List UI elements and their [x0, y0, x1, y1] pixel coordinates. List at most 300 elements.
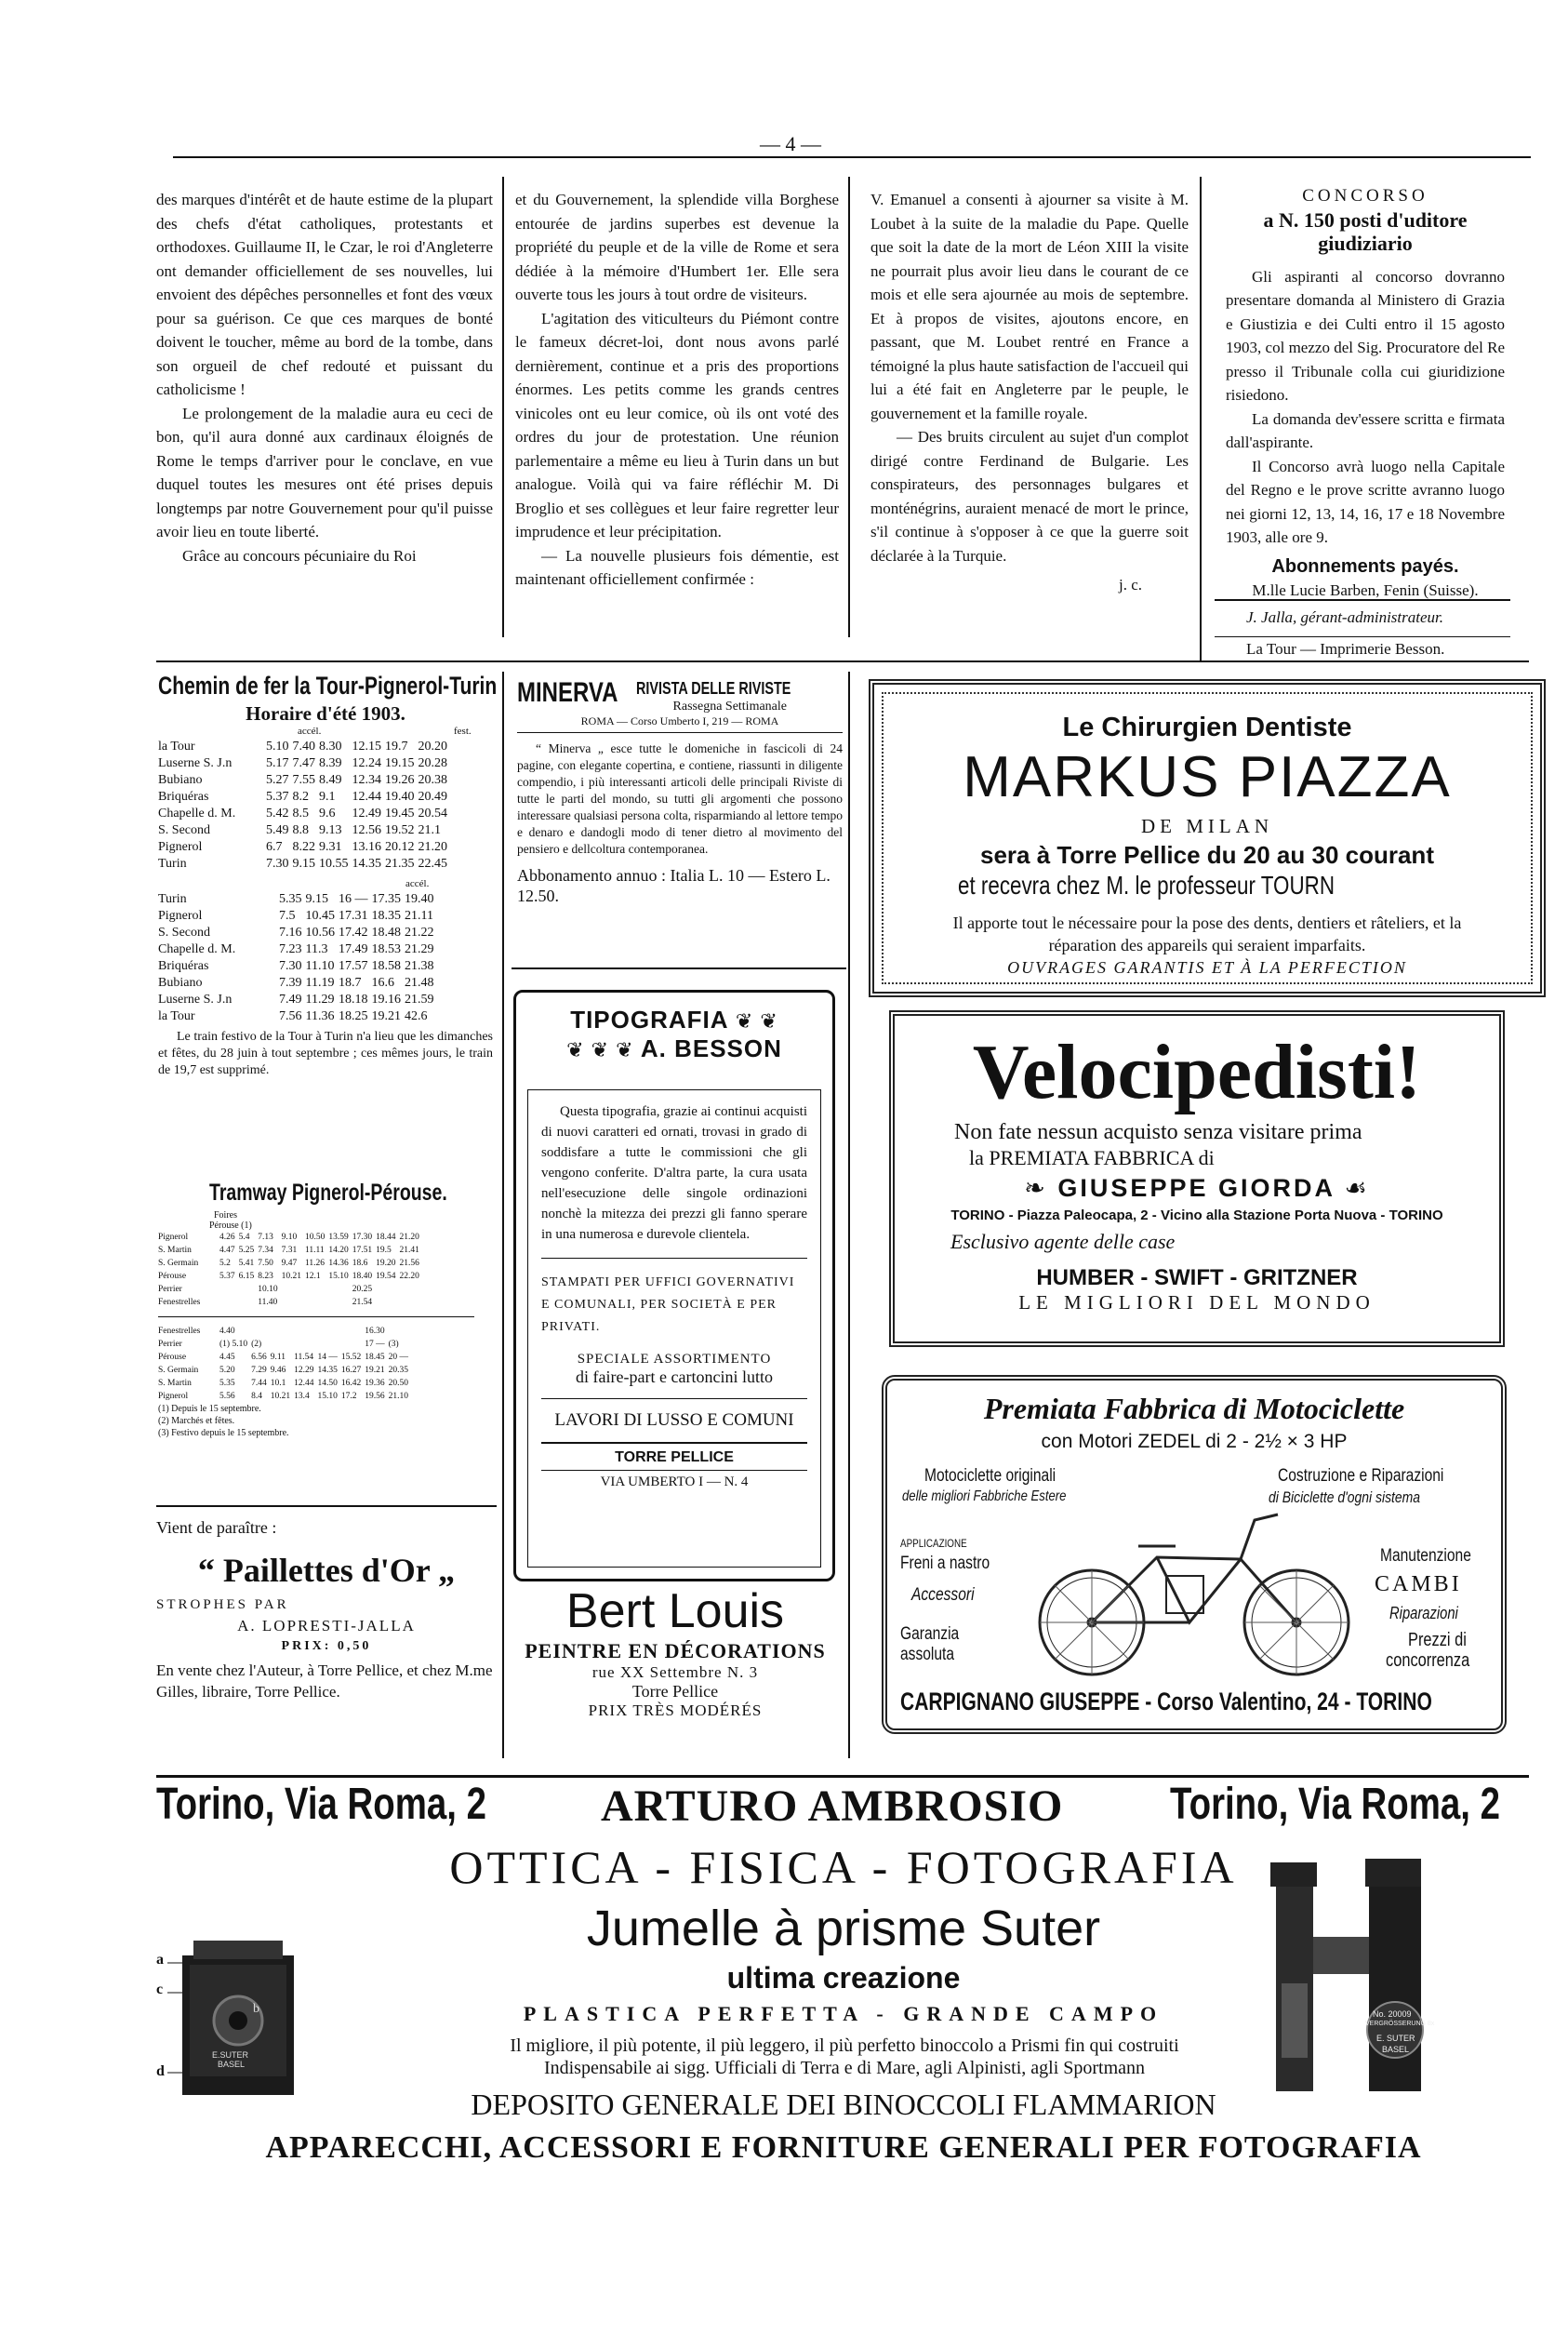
departure-time: [400, 1296, 423, 1309]
departure-time: 18.53: [371, 942, 401, 956]
station-name: Chapelle d. M.: [158, 942, 236, 956]
departure-time: 19.16: [371, 993, 401, 1007]
abonnements-title: Abonnements payés.: [1271, 555, 1459, 577]
departure-time: 4.40: [219, 1327, 235, 1336]
departure-time: [239, 1296, 259, 1309]
departure-time: 17.2: [340, 1392, 357, 1401]
departure-time: 11.54: [294, 1353, 314, 1362]
departure-time: 5.2: [219, 1259, 231, 1268]
departure-time: 8.23: [258, 1272, 273, 1281]
bert-city: Torre Pellice: [631, 1682, 719, 1701]
paillettes-by: STROPHES PAR: [156, 1597, 289, 1612]
velo-best: LE MIGLIORI DEL MONDO: [1018, 1291, 1375, 1314]
departure-time: 18.44: [376, 1233, 396, 1242]
station-name: Fenestrelles: [158, 1298, 201, 1307]
departure-time: 8.39: [319, 756, 342, 770]
departure-time: [328, 1296, 352, 1309]
departure-time: 20.25: [352, 1285, 373, 1294]
tipografia-rule-1: [541, 1258, 807, 1259]
station-name: Briquéras: [158, 790, 209, 804]
departure-time: 11.36: [305, 1009, 335, 1023]
departure-time: 14.50: [317, 1379, 338, 1388]
bert-street: rue XX Settembre N. 3: [591, 1663, 759, 1681]
departure-time: 20.35: [388, 1366, 408, 1375]
col1-paragraph-2: Le prolongement de la maladie aura eu ceci de bon, qu'il aura donné aux cardinaux éloignés de Rome le temps d'arriver pour le conclave, en vue duquel toutes les mesures ont été prises depuis longtemps par notre Gouvernement pour qu'il puisse avoir lieu en toute liberté.: [156, 404, 493, 540]
departure-time: 20.54: [418, 807, 447, 821]
departure-time: 19.52: [385, 823, 415, 837]
fleuron-icon: ☙: [1334, 1174, 1370, 1202]
departure-time: 19.21: [365, 1366, 385, 1375]
departure-time: 14.36: [328, 1259, 349, 1268]
ambrosio-rule: [156, 1775, 1529, 1778]
bert-louis-ad: [510, 1583, 841, 1720]
ambrosio-line-4: ultima creazione: [726, 1961, 961, 1995]
ambrosio-ad: [156, 1779, 1531, 2179]
departure-time: 7.39: [279, 976, 302, 990]
column-divider-3: [1200, 177, 1202, 660]
station-name: Chapelle d. M.: [158, 807, 236, 821]
departure-time: [412, 1338, 416, 1351]
station-name: Pignerol: [158, 1392, 189, 1401]
minerva-title-right: RIVISTA DELLE RIVISTE: [636, 679, 791, 698]
binocular-label-3: E. SUTER: [1376, 2034, 1415, 2043]
departure-time: 13.16: [352, 840, 381, 854]
departure-time: 11.11: [305, 1246, 325, 1255]
timetable-row: [158, 1008, 438, 1025]
departure-time: 15.10: [328, 1272, 349, 1281]
departure-time: 10.56: [305, 926, 335, 940]
tipografia-body: Questa tipografia, grazie ai continui acquisti di nuovi caratteri ed ornati, trovasi in grado di soddisfare a tutte le commissioni che gli vengono conferite. D'altra parte, la cura usata nell'esecuzione delle singole ordinazioni nonchè la mitezza dei prezzi gli fanno sperare in una numerosa e durevole clientela.: [541, 1104, 807, 1242]
departure-time: 42.6: [405, 1009, 428, 1023]
departure-time: [271, 1338, 294, 1351]
departure-time: 8.5: [292, 807, 309, 821]
departure-time: 18.35: [371, 909, 401, 923]
departure-time: 20.20: [418, 740, 447, 754]
velo-line-1: Non fate nessun acquisto senza visitare prima: [954, 1120, 1362, 1144]
paillettes-ad: [156, 1518, 497, 1702]
station-name: Perrier: [158, 1285, 182, 1294]
paillettes-title: “ Paillettes d'Or „: [197, 1552, 456, 1589]
departure-time: 5.35: [279, 892, 302, 906]
departure-time: 7.30: [266, 857, 289, 871]
gerant-rule-top: [1215, 599, 1510, 601]
departure-time: [282, 1296, 305, 1309]
departure-time: 5.10: [266, 740, 289, 754]
motorcycle-illustration: [1027, 1501, 1362, 1678]
departure-time: 19.21: [371, 1009, 401, 1023]
timetable-row: [158, 1257, 423, 1270]
departure-time: 19.45: [385, 807, 415, 821]
column-divider-mid-left: [502, 672, 504, 1758]
departure-time: 13.4: [294, 1392, 310, 1401]
timetable-row: [158, 1338, 416, 1351]
departure-time: 7.13: [258, 1233, 273, 1242]
tipografia-title-1: [516, 1006, 832, 1034]
departure-time: 11.3: [305, 942, 328, 956]
departure-time: 20.12: [385, 840, 415, 854]
departure-time: 10.21: [270, 1392, 291, 1401]
departure-time: 20.49: [418, 790, 447, 804]
departure-time: 5.37: [219, 1272, 235, 1281]
moto-prezzi-2: concorrenza: [1386, 1650, 1470, 1671]
timetable-row: [158, 1296, 423, 1309]
departure-time: 16.6: [371, 976, 394, 990]
camera-illustration: [156, 1928, 324, 2104]
tramway-footnote: (2) Marchés et fêtes.: [158, 1416, 235, 1426]
departure-time: [376, 1296, 399, 1309]
camera-brand-1: E.SUTER: [212, 2050, 249, 2060]
departure-time: 11.40: [258, 1298, 278, 1307]
col2-paragraph-1: et du Gouvernement, la splendide villa Borghese entourée de jardins superbes est devenue la propriété du peuple et de la ville de Rome et sera dédiée à la mémoire d'Humbert 1er. Elle sera ouverte tous les jours à tout ordre de visiteurs.: [515, 191, 839, 303]
timetable-row: [158, 789, 451, 806]
minerva-subtitle: Rassegna Settimanale: [672, 700, 787, 714]
gerant-rule-bottom: [1215, 636, 1510, 637]
railway-accel-label: accél.: [298, 726, 322, 737]
departure-time: 17.30: [352, 1233, 373, 1242]
station-name: Bubiano: [158, 976, 203, 990]
departure-time: 5.27: [266, 773, 289, 787]
gerant-line: J. Jalla, gérant-administrateur.: [1246, 608, 1444, 626]
departure-time: [271, 1325, 294, 1338]
velo-brands: HUMBER - SWIFT - GRITZNER: [1036, 1265, 1358, 1290]
departure-time: [389, 1325, 412, 1338]
departure-time: 21.20: [399, 1233, 419, 1242]
minerva-bottom-rule: [512, 967, 846, 969]
timetable-row: [158, 1231, 423, 1244]
departure-time: 5.35: [219, 1379, 235, 1388]
article-column-4: [1226, 184, 1505, 603]
departure-time: [328, 1283, 352, 1296]
dentist-body: Il apporte tout le nécessaire pour la pose des dents, dentiers et râteliers, et la réparation des appareils qui seraient imparfaits.: [952, 914, 1462, 954]
departure-time: 7.31: [281, 1246, 298, 1255]
departure-time: 18.48: [371, 926, 401, 940]
dentist-line-1: Le Chirurgien Dentiste: [1062, 713, 1352, 742]
departure-time: 7.23: [279, 942, 302, 956]
dentist-line-2: sera à Torre Pellice du 20 au 30 courant: [980, 841, 1434, 869]
concorso-subtitle: a N. 150 posti d'uditore giudiziario: [1263, 207, 1468, 255]
station-name: S. Martin: [158, 1246, 192, 1255]
binocular-label-1: No. 20009: [1373, 2009, 1412, 2019]
departure-time: 16.30: [365, 1327, 385, 1336]
tramway-footnote: (3) Festivo depuis le 15 septembre.: [158, 1428, 289, 1438]
departure-time: 17.31: [339, 909, 368, 923]
departure-time: 19.56: [365, 1392, 385, 1401]
departure-time: (3): [388, 1340, 399, 1349]
moto-footer: CARPIGNANO GIUSEPPE - Corso Valentino, 24 - TORINO: [900, 1688, 1432, 1715]
paillettes-price: PRIX: 0,50: [281, 1639, 372, 1653]
tramway-table-1: [158, 1231, 423, 1309]
departure-time: 8.49: [319, 773, 342, 787]
departure-time: 14 —: [317, 1353, 338, 1362]
col1-paragraph-1: des marques d'intérêt et de haute estime de la plupart des chefs d'état catholiques, protestants et orthodoxes. Guillaume II, le Czar, le roi d'Angleterre ont demander officiellement de ses nouvelles, lui envoient des dépêches personnelles et font des vœux pour sa guérison. Ce que ces marques de bonté doivent le toucher, même au bord de la tombe, dans son orgueil de chef redouté et puissant du catholicisme !: [156, 191, 493, 398]
camera-label-c: c: [156, 1981, 164, 1997]
dentist-ad: [869, 679, 1546, 997]
departure-time: 21.54: [352, 1298, 373, 1307]
tipografia-rule-4: [541, 1470, 807, 1471]
departure-time: [317, 1338, 340, 1351]
departure-time: 7.16: [279, 926, 302, 940]
velocipedisti-ad: [889, 1010, 1505, 1347]
railway-subtitle: Horaire d'été 1903.: [246, 702, 405, 725]
station-name: S. Germain: [158, 1259, 199, 1268]
departure-time: 12.44: [352, 790, 381, 804]
moto-engine: con Motori ZEDEL di 2 - 2½ × 3 HP: [1041, 1431, 1348, 1452]
velo-address: TORINO - Piazza Paleocapa, 2 - Vicino alla Stazione Porta Nuova - TORINO: [950, 1208, 1443, 1223]
camera-icon: [156, 1928, 324, 2104]
timetable-row: [158, 1351, 416, 1364]
departure-time: 12.1: [305, 1272, 321, 1281]
velo-name: [895, 1174, 1499, 1203]
departure-time: 19.40: [385, 790, 415, 804]
departure-time: 8.2: [292, 790, 309, 804]
departure-time: 19.26: [385, 773, 415, 787]
binocular-icon: [1254, 1853, 1440, 2104]
header-rule: [173, 156, 1531, 158]
timetable-row: [158, 772, 451, 789]
departure-time: [305, 1296, 328, 1309]
ambrosio-line-9: APPARECCHI, ACCESSORI E FORNITURE GENERALI PER FOTOGRAFIA: [265, 2130, 1422, 2165]
departure-time: [412, 1364, 416, 1377]
velo-line-2: la PREMIATA FABBRICA di: [969, 1146, 1215, 1169]
concorso-paragraph-3: Il Concorso avrà luogo nella Capitale del Regno e le prove scritte avranno luogo nei giorni 12, 13, 14, 16, 17 e 18 Novembre 1903, alle ore 9.: [1226, 457, 1505, 546]
departure-time: 7.5: [279, 909, 296, 923]
departure-time: 17.35: [371, 892, 401, 906]
station-name: S. Second: [158, 823, 210, 837]
departure-time: 21.22: [405, 926, 434, 940]
tramway-table-2: [158, 1325, 416, 1403]
page-number: — 4 —: [760, 132, 821, 155]
departure-time: 12.34: [352, 773, 381, 787]
departure-time: [400, 1283, 423, 1296]
column-divider-1: [502, 177, 504, 637]
railway-title: Chemin de fer la Tour-Pignerol-Turin: [158, 672, 498, 700]
station-name: S. Second: [158, 926, 210, 940]
timetable-row: [158, 755, 451, 772]
moto-title: Premiata Fabbrica di Motociclette: [983, 1392, 1405, 1425]
departure-time: 7.29: [251, 1366, 267, 1375]
departure-time: [251, 1325, 271, 1338]
departure-time: 10.1: [270, 1379, 286, 1388]
departure-time: 21.48: [405, 976, 434, 990]
ambrosio-address-left: Torino, Via Roma, 2: [156, 1780, 486, 1829]
departure-time: 4.26: [219, 1233, 235, 1242]
moto-cambi: CAMBI: [1375, 1572, 1462, 1596]
departure-time: 9.1: [319, 790, 336, 804]
departure-time: 9.31: [319, 840, 342, 854]
departure-time: 19.20: [376, 1259, 396, 1268]
tramway-timetable: [158, 1180, 493, 1439]
ambrosio-line-7: Indispensabile ai sigg. Ufficiali di Terra e di Mare, agli Alpinisti, agli Sportmann: [543, 2058, 1146, 2078]
moto-accessori: Accessori: [911, 1585, 975, 1605]
departure-time: 20 —: [388, 1353, 408, 1362]
departure-time: [317, 1325, 340, 1338]
departure-time: 15.10: [317, 1392, 338, 1401]
departure-time: 5.20: [219, 1366, 235, 1375]
departure-time: [294, 1338, 317, 1351]
moto-right-1: Costruzione e Riparazioni: [1278, 1466, 1444, 1486]
railway-table-1: [158, 739, 451, 873]
col3-signature: j. c.: [1118, 576, 1142, 594]
railway-accel-label-2: accél.: [405, 878, 430, 889]
departure-time: 12.49: [352, 807, 381, 821]
departure-time: 17 —: [365, 1340, 385, 1349]
departure-time: 9.15: [305, 892, 328, 906]
departure-time: [412, 1377, 416, 1390]
tipografia-inner: [527, 1089, 821, 1568]
departure-time: 12.24: [352, 756, 381, 770]
departure-time: 7.55: [292, 773, 315, 787]
departure-time: 18.18: [339, 993, 368, 1007]
departure-time: 19.15: [385, 756, 415, 770]
paillettes-sale: En vente chez l'Auteur, à Torre Pellice, et chez M.me Gilles, libraire, Torre Pellice.: [156, 1661, 493, 1701]
departure-time: 21.35: [385, 857, 415, 871]
departure-time: 17.42: [339, 926, 368, 940]
departure-time: 7.47: [292, 756, 315, 770]
col2-paragraph-2: L'agitation des viticulteurs du Piémont contre le fameux décret-loi, dont nous avons parlé dernièrement, continue et a pris des proportions énormes. Les petits comme les grands centres vinicoles ont eu leur comice, où ils ont voté des ordres du jour de protestation. Une réunion parlementaire a même eu lieu à Turin dans un but analogue. Voilà qui va faire réfléchir M. Di Broglio et ses collègues et leur faire regretter leur imprudence et leur précipitation.: [515, 309, 839, 540]
station-name: Luserne S. J.n: [158, 756, 233, 770]
minerva-rule: [517, 732, 843, 733]
departure-time: 5.4: [238, 1233, 250, 1242]
departure-time: 11.10: [305, 959, 335, 973]
departure-time: 11.26: [305, 1259, 326, 1268]
timetable-row: [158, 925, 438, 941]
departure-time: [282, 1283, 305, 1296]
railway-header: [158, 726, 493, 739]
station-name: S. Martin: [158, 1379, 192, 1388]
departure-time: 17.57: [339, 959, 368, 973]
timetable-row: [158, 958, 438, 975]
station-name: Turin: [158, 857, 187, 871]
departure-time: [219, 1296, 239, 1309]
departure-time: 14.35: [352, 857, 381, 871]
departure-time: [341, 1338, 365, 1351]
ambrosio-line-2: OTTICA - FISICA - FOTOGRAFIA: [449, 1841, 1238, 1893]
departure-time: 10.10: [258, 1285, 278, 1294]
departure-time: 13.59: [328, 1233, 349, 1242]
column-divider-mid-right: [848, 672, 850, 1758]
bert-trade: PEINTRE EN DÉCORATIONS: [525, 1639, 826, 1662]
bert-prix: PRIX TRÈS MODÉRÉS: [588, 1701, 763, 1719]
col3-paragraph-1: V. Emanuel a consenti à ajourner sa visite à M. Loubet à la suite de la maladie du Pape. Quelle que soit la date de la mort de Léon XIII la visite ne pourrait plus avoir lieu dans le courant de ce mois et elle sera ajournée au mois de septembre. Et à propos de visites, ajoutons encore, en passant, que M. Loubet rentré en France a témoigné la plus haute satisfaction de l'accueil qui lui a été fait en Angleterre par le peuple, le gouvernement et la famille royale.: [870, 191, 1189, 422]
departure-time: [376, 1283, 399, 1296]
minerva-address: ROMA — Corso Umberto I, 219 — ROMA: [580, 714, 779, 727]
concorso-paragraph-2: La domanda dev'essere scritta e firmata dall'aspirante.: [1226, 409, 1505, 451]
paillettes-intro: Vient de paraître :: [156, 1518, 277, 1537]
departure-time: 21.11: [405, 909, 433, 923]
departure-time: 9.47: [281, 1259, 298, 1268]
fleuron-icon: ❦ ❦: [735, 1009, 778, 1033]
departure-time: 18.6: [352, 1259, 368, 1268]
departure-time: 19.40: [405, 892, 434, 906]
camera-brand-2: BASEL: [218, 2060, 246, 2069]
station-name: la Tour: [158, 1009, 195, 1023]
departure-time: 18.40: [352, 1272, 373, 1281]
velo-agent: Esclusivo agente delle case: [950, 1230, 1176, 1253]
departure-time: 19.54: [376, 1272, 396, 1281]
timetable-row: [158, 1390, 416, 1403]
departure-time: 10.50: [305, 1233, 326, 1242]
timetable-row: [158, 839, 451, 856]
departure-time: 21.1: [418, 823, 441, 837]
minerva-header: [517, 677, 843, 709]
departure-time: 21.29: [405, 942, 434, 956]
departure-time: 16.42: [340, 1379, 362, 1388]
departure-time: 20.38: [418, 773, 447, 787]
moto-left-1: Motociclette originali: [924, 1466, 1056, 1486]
departure-time: 9.6: [319, 807, 336, 821]
article-column-1: [156, 188, 493, 567]
timetable-row: [158, 1270, 423, 1283]
departure-time: 9.11: [270, 1353, 286, 1362]
railway-table-2: [158, 891, 438, 1025]
departure-time: 5.49: [266, 823, 289, 837]
departure-time: [412, 1325, 416, 1338]
departure-time: 22.45: [418, 857, 447, 871]
fleuron-icon: ❧: [1024, 1174, 1058, 1202]
departure-time: 14.20: [328, 1246, 349, 1255]
tramway-header-2: Pérouse (1): [209, 1221, 252, 1231]
dentist-name: MARKUS PIAZZA: [963, 745, 1452, 809]
timetable-row: [158, 739, 451, 755]
moto-freni: Freni a nastro: [900, 1554, 990, 1573]
departure-time: 12.29: [294, 1366, 314, 1375]
departure-time: 18.25: [339, 1009, 368, 1023]
departure-time: 19.7: [385, 740, 408, 754]
moto-assoluta: assoluta: [900, 1645, 955, 1664]
timetable-row: [158, 1364, 416, 1377]
minerva-ad: [517, 677, 843, 906]
departure-time: (1) 5.10: [219, 1340, 248, 1349]
departure-time: 16.27: [340, 1366, 362, 1375]
dentist-from: DE MILAN: [1140, 815, 1274, 837]
minerva-title: MINERVA: [517, 677, 618, 708]
minerva-body: “ Minerva „ esce tutte le domeniche in fascicoli di 24 pagine, con elegante copertina, e contiene, riassunti in diligente compendio, i più interessanti articoli delle principali Riviste di tutte le parti del mondo, su tutti gli argomenti che possono interessare qualsiasi persona colta, risparmiando al lettore tempo e denaro e dandogli modo di tener dietro al movimento del pensiero e dellcoltura contemporanea.: [517, 741, 843, 856]
departure-time: 21.10: [388, 1392, 408, 1401]
velo-title: Velocipedisti!: [972, 1029, 1422, 1115]
departure-time: 5.42: [266, 807, 289, 821]
station-name: Bubiano: [158, 773, 203, 787]
concorso-paragraph-1: Gli aspiranti al concorso dovranno presentare domanda al Ministero di Grazia e Giustizia e dei Culti entro il 15 agosto 1903, col mezzo del Sig. Procuratore del Re presso il Tribunale colla cui giuridizione risiedono.: [1226, 267, 1505, 404]
departure-time: [305, 1283, 328, 1296]
column-divider-2: [848, 177, 850, 637]
moto-garanzia: Garanzia: [900, 1624, 960, 1644]
article-column-3: [870, 188, 1189, 597]
ambrosio-name: ARTURO AMBROSIO: [601, 1781, 1064, 1831]
moto-riparazioni: Riparazioni: [1389, 1604, 1458, 1622]
velo-name-text: GIUSEPPE GIORDA: [1057, 1174, 1335, 1202]
timetable-row: [158, 908, 438, 925]
departure-time: 5.41: [238, 1259, 255, 1268]
departure-time: 8.8: [292, 823, 309, 837]
station-name: Pérouse: [158, 1272, 187, 1281]
departure-time: 21.59: [405, 993, 434, 1007]
departure-time: 20.50: [388, 1379, 408, 1388]
timetable-row: [158, 1283, 423, 1296]
departure-time: [412, 1390, 416, 1403]
departure-time: 7.44: [251, 1379, 267, 1388]
departure-time: 5.17: [266, 756, 289, 770]
tramway-header-1: Foires: [214, 1210, 237, 1221]
departure-time: 7.40: [292, 740, 315, 754]
timetable-row: [158, 992, 438, 1008]
station-name: Turin: [158, 892, 187, 906]
departure-time: 10.21: [281, 1272, 301, 1281]
binocular-label-2: VERGRÖSSERUNG 8x: [1365, 2021, 1435, 2027]
timetable-row: [158, 1244, 423, 1257]
tipografia-ad: [513, 990, 835, 1581]
station-name: Luserne S. J.n: [158, 993, 233, 1007]
departure-time: 14.35: [317, 1366, 338, 1375]
